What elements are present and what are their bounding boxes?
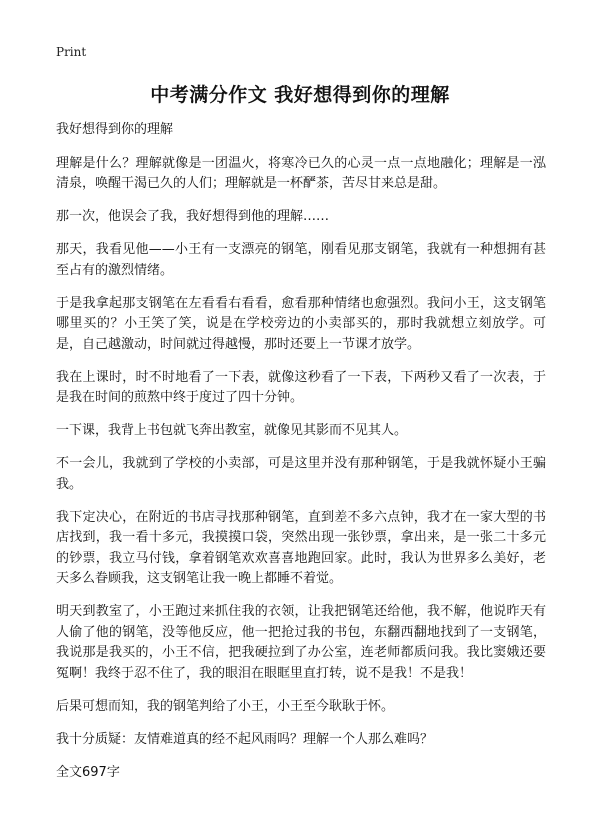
page-title: 中考满分作文 我好想得到你的理解 — [150, 84, 450, 106]
word-count: 全文697字 — [56, 764, 120, 780]
paragraph: 那天，我看见他——小王有一支漂亮的钢笔，刚看见那支钢笔，我就有一种想拥有甚至占有的激烈情绪。 — [56, 242, 546, 278]
paragraph: 明天到教室了，小王跑过来抓住我的衣领，让我把钢笔还给他，我不解，他说昨天有人偷了他的钢笔，没等他反应，他一把抢过我的书包，东翻西翻地找到了一支钢笔，我说那是我买的，小王不信，把我硬拉到了办公室，连老师都质问我。我比窦娥还要冤啊！我终于忍不住了，我的眼泪在眼眶里直打转，说不是我！不是我！ — [56, 604, 546, 681]
paragraph: 后果可想而知，我的钢笔判给了小王，小王至今耿耿于怀。 — [56, 698, 395, 714]
print-link[interactable]: Print — [56, 45, 87, 59]
paragraph: 我十分质疑：友情难道真的经不起风雨吗？理解一个人那么难吗？ — [56, 731, 434, 747]
paragraph: 那一次，他误会了我，我好想得到他的理解…… — [56, 209, 330, 224]
article-subtitle: 我好想得到你的理解 — [56, 122, 174, 137]
article-body — [56, 120, 546, 796]
paragraph: 理解是什么？理解就像是一团温火，将寒冷已久的心灵一点一点地融化；理解是一泓清泉，唤醒干渴已久的人们；理解就是一杯酽茶，苦尽甘来总是甜。 — [56, 155, 546, 191]
paragraph: 我下定决心，在附近的书店寻找那种钢笔，直到差不多六点钟，我才在一家大型的书店找到，我一看十多元，我摸摸口袋，突然出现一张钞票，拿出来，是一张二十多元的钞票，我立马付钱，拿着钢笔欢欢喜喜地跑回家。此时，我认为世界多么美好，老天多么眷顾我，这支钢笔让我一晚上都睡不着觉。 — [56, 509, 546, 586]
paragraph: 我在上课时，时不时地看了一下表，就像这秒看了一下表，下两秒又看了一次表，于是我在时间的煎熬中终于度过了四十分钟。 — [56, 369, 546, 405]
paragraph: 一下课，我背上书包就飞奔出教室，就像见其影而不见其人。 — [56, 423, 408, 438]
paragraph: 不一会儿，我就到了学校的小卖部，可是这里并没有那种钢笔，于是我就怀疑小王骗我。 — [56, 456, 546, 492]
paragraph: 于是我拿起那支钢笔在左看看右看看，愈看那种情绪也愈强烈。我问小王，这支钢笔哪里买的？小王笑了笑，说是在学校旁边的小卖部买的，那时我就想立刻放学。可是，自己越激动，时间就过得越慢，那时还要上一节课才放学。 — [56, 295, 546, 352]
